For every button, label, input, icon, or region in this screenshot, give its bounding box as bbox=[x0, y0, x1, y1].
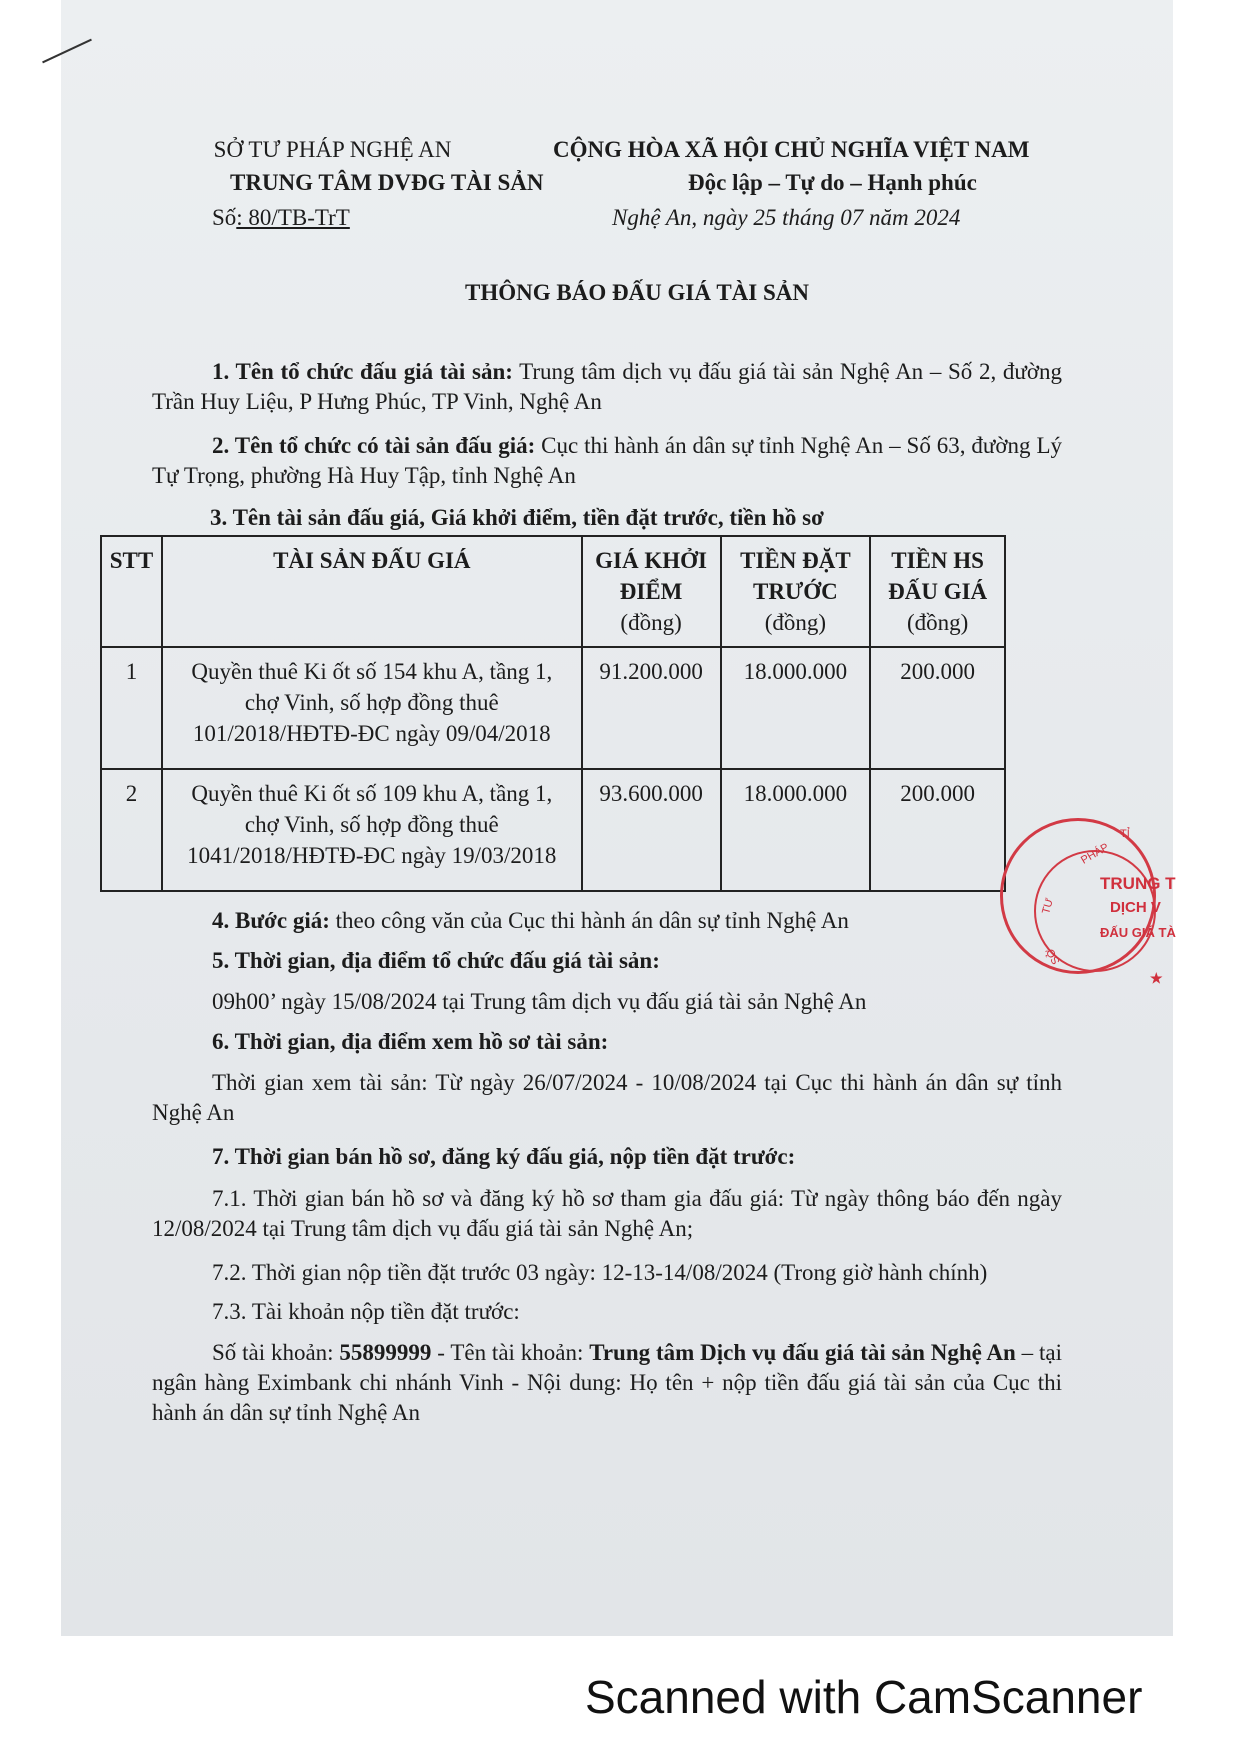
cell-asset: Quyền thuê Ki ốt số 154 khu A, tầng 1, chợ Vinh, số hợp đồng thuê 101/2018/HĐTĐ-ĐC ngày 09/04/2018 bbox=[162, 647, 582, 769]
doc-number-prefix: Số bbox=[212, 205, 237, 230]
org-line-1: SỞ TƯ PHÁP NGHỆ AN bbox=[213, 137, 452, 162]
page-title: THÔNG BÁO ĐẤU GIÁ TÀI SẢN bbox=[465, 280, 809, 305]
section-1-label: 1. Tên tổ chức đấu giá tài sản: bbox=[212, 359, 513, 384]
place-date: Nghệ An, ngày 25 tháng 07 năm 2024 bbox=[612, 205, 961, 230]
section-1 bbox=[152, 357, 1062, 417]
header-asset: TÀI SẢN ĐẤU GIÁ bbox=[162, 536, 582, 647]
account-info bbox=[152, 1338, 1062, 1428]
header-deposit bbox=[721, 536, 871, 647]
section-2 bbox=[152, 431, 1062, 491]
cell-fee: 200.000 bbox=[870, 769, 1005, 891]
section-4-text: theo công văn của Cục thi hành án dân sự tỉnh Nghệ An bbox=[329, 908, 849, 933]
section-1-text: Trung tâm dịch vụ đấu giá tài sản Nghệ An – Số 2, đường Trần Huy Liệu, P Hưng Phúc, TP Vinh, Nghệ An bbox=[152, 359, 1062, 414]
header-start-price bbox=[582, 536, 721, 647]
section-7-label: 7. Thời gian bán hồ sơ, đăng ký đấu giá, nộp tiền đặt trước: bbox=[212, 1144, 796, 1169]
nation-line-1: CỘNG HÒA XÃ HỘI CHỦ NGHĨA VIỆT NAM bbox=[553, 137, 1030, 162]
stamp-line-3: ĐẤU GIÁ TÀ bbox=[1100, 925, 1176, 940]
section-2-label: 2. Tên tổ chức có tài sản đấu giá: bbox=[212, 433, 536, 458]
cell-asset: Quyền thuê Ki ốt số 109 khu A, tầng 1, chợ Vinh, số hợp đồng thuê 1041/2018/HĐTĐ-ĐC ngày 19/03/2018 bbox=[162, 769, 582, 891]
section-7-item-2: 7.2. Thời gian nộp tiền đặt trước 03 ngày: 12-13-14/08/2024 (Trong giờ hành chính) bbox=[212, 1260, 988, 1285]
asset-table bbox=[100, 535, 1006, 892]
header-unit: (đồng) bbox=[906, 610, 969, 635]
stamp-arc-left-bottom: SỞ bbox=[1043, 945, 1063, 967]
doc-number-value: : 80/TB-TrT bbox=[236, 205, 350, 230]
cell-stt: 2 bbox=[101, 769, 162, 891]
account-mid: - Tên tài khoản: bbox=[431, 1340, 590, 1365]
section-2-text: Cục thi hành án dân sự tỉnh Nghệ An – Số 63, đường Lý Tự Trọng, phường Hà Huy Tập, tỉnh Nghệ An bbox=[152, 433, 1062, 488]
camscanner-watermark: Scanned with CamScanner bbox=[585, 1671, 1143, 1723]
account-prefix: Số tài khoản: bbox=[212, 1340, 340, 1365]
header-unit: (đồng) bbox=[764, 610, 827, 635]
section-6-text: Thời gian xem tài sản: Từ ngày 26/07/2024 - 10/08/2024 tại Cục thi hành án dân sự tỉnh Nghệ An bbox=[152, 1070, 1062, 1125]
stamp-arc-top-left: PHÁP bbox=[1079, 841, 1111, 867]
table-row bbox=[101, 769, 1005, 891]
table-row bbox=[101, 647, 1005, 769]
account-name: Trung tâm Dịch vụ đấu giá tài sản Nghệ An bbox=[589, 1340, 1016, 1365]
account-rest: – tại ngân hàng Eximbank chi nhánh Vinh - Nội dung: Họ tên + nộp tiền đấu giá tài sản của Cục thi hành án dân sự tỉnh Nghệ An bbox=[152, 1340, 1062, 1425]
stamp-line-1: TRUNG T bbox=[1100, 874, 1176, 893]
cell-stt: 1 bbox=[101, 647, 162, 769]
stamp-arc-left: TƯ bbox=[1040, 896, 1056, 916]
org-line-2: TRUNG TÂM DVĐG TÀI SẢN bbox=[230, 170, 544, 195]
section-5-label: 5. Thời gian, địa điểm tổ chức đấu giá tài sản: bbox=[212, 948, 660, 973]
header-start-price-label: GIÁ KHỞI ĐIỂM bbox=[595, 548, 707, 604]
header-unit: (đồng) bbox=[620, 610, 682, 635]
cell-fee: 200.000 bbox=[870, 647, 1005, 769]
section-7-item-1: 7.1. Thời gian bán hồ sơ và đăng ký hồ sơ tham gia đấu giá: Từ ngày thông báo đến ngày 12/08/2024 tại Trung tâm dịch vụ đấu giá tài sản Nghệ An; bbox=[152, 1186, 1062, 1241]
header-deposit-label: TIỀN ĐẶT TRƯỚC bbox=[740, 548, 851, 604]
section-6-label: 6. Thời gian, địa điểm xem hồ sơ tài sản: bbox=[212, 1029, 609, 1054]
stamp-line-2: DỊCH V bbox=[1110, 899, 1161, 916]
section-3-label: 3. Tên tài sản đấu giá, Giá khởi điểm, tiền đặt trước, tiền hồ sơ bbox=[210, 505, 824, 530]
cell-deposit: 18.000.000 bbox=[721, 769, 871, 891]
header-stt: STT bbox=[101, 536, 162, 647]
account-number: 55899999 bbox=[339, 1340, 432, 1365]
header-fee bbox=[870, 536, 1005, 647]
section-5-text: 09h00’ ngày 15/08/2024 tại Trung tâm dịch vụ đấu giá tài sản Nghệ An bbox=[212, 989, 867, 1014]
doc-number bbox=[212, 203, 350, 233]
section-4 bbox=[212, 906, 849, 936]
cell-deposit: 18.000.000 bbox=[721, 647, 871, 769]
cell-start-price: 91.200.000 bbox=[582, 647, 721, 769]
table-header-row bbox=[101, 536, 1005, 647]
nation-line-2: Độc lập – Tự do – Hạnh phúc bbox=[688, 170, 977, 195]
cell-start-price: 93.600.000 bbox=[582, 769, 721, 891]
header-fee-label: TIỀN HS ĐẤU GIÁ bbox=[888, 548, 988, 604]
section-7-item-3: 7.3. Tài khoản nộp tiền đặt trước: bbox=[212, 1299, 520, 1324]
stamp-star-icon: ★ bbox=[1150, 970, 1163, 986]
section-4-label: 4. Bước giá: bbox=[212, 908, 330, 933]
stamp-arc-top-right: TỈ bbox=[1120, 828, 1130, 840]
